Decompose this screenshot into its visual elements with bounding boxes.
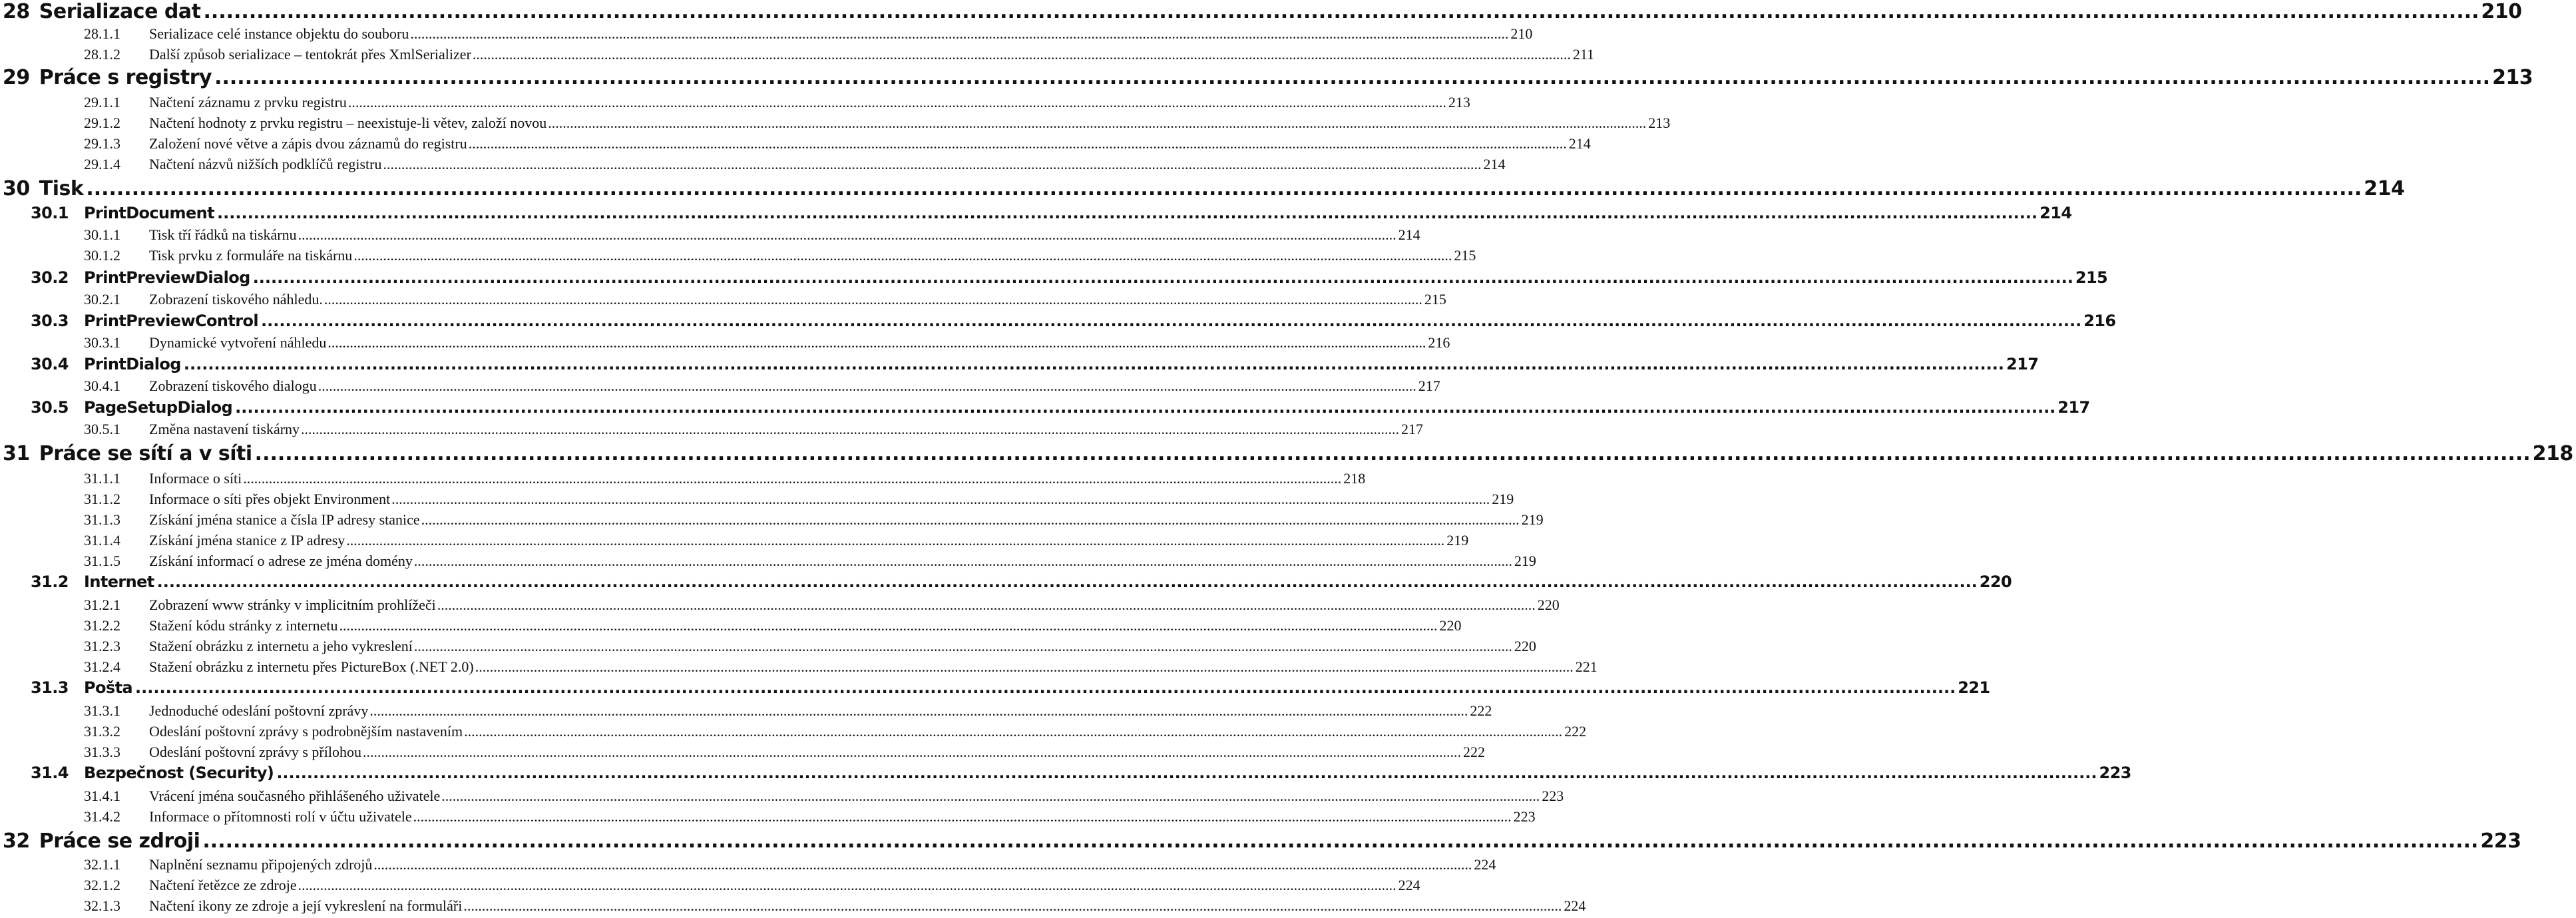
dot-leader: ............................................................................................................................................................................................................................................................................................................ bbox=[183, 355, 2005, 373]
toc-entry-number: 31.1.1 bbox=[84, 470, 120, 487]
toc-entry-number: 31.4 bbox=[31, 764, 69, 782]
toc-entry-title: Odeslání poštovní zprávy s přílohou bbox=[149, 744, 361, 760]
toc-entry[interactable] bbox=[0, 177, 2405, 200]
toc-entry-page-number: 213 bbox=[1448, 94, 1470, 111]
toc-entry-number: 31.3.1 bbox=[84, 702, 120, 719]
dot-leader: ............................................................................................................................................................................................................................................................................................................ bbox=[298, 226, 1396, 243]
toc-entry-number: 30.1.2 bbox=[84, 247, 120, 264]
toc-entry-title: Načtení hodnoty z prvku registru – neexistuje-li větev, založí novou bbox=[149, 115, 547, 131]
toc-entry-number: 28.1.2 bbox=[84, 46, 120, 63]
toc-entry-title: Dynamické vytvoření náhledu bbox=[149, 334, 327, 351]
dot-leader: ............................................................................................................................................................................................................................................................................................................ bbox=[548, 115, 1647, 131]
toc-entry-number: 31.2 bbox=[31, 573, 69, 591]
toc-entry-page-number: 220 bbox=[1537, 596, 1560, 613]
toc-entry-page-number: 219 bbox=[1446, 532, 1469, 549]
toc-entry-page-number: 216 bbox=[2083, 312, 2116, 330]
toc-entry-page-number: 215 bbox=[1454, 247, 1476, 264]
dot-leader: ............................................................................................................................................................................................................................................................................................................ bbox=[353, 247, 1452, 264]
toc-entry-number: 29.1.1 bbox=[84, 94, 120, 111]
toc-entry[interactable] bbox=[0, 135, 1591, 152]
toc-entry[interactable] bbox=[0, 808, 1536, 825]
dot-leader: ............................................................................................................................................................................................................................................................................................................ bbox=[475, 658, 1574, 675]
toc-entry[interactable] bbox=[0, 702, 1492, 720]
toc-entry[interactable] bbox=[0, 744, 1485, 761]
toc-entry-title: Získání jména stanice a čísla IP adresy stanice bbox=[149, 511, 420, 528]
toc-entry-page-number: 222 bbox=[1564, 723, 1587, 740]
toc-entry-number: 30.4 bbox=[31, 355, 69, 373]
dot-leader: ............................................................................................................................................................................................................................................................................................................ bbox=[254, 442, 2531, 465]
toc-entry-number: 30.5.1 bbox=[84, 421, 120, 437]
toc-entry[interactable] bbox=[0, 247, 1476, 264]
toc-entry-page-number: 217 bbox=[1401, 421, 1424, 437]
toc-entry-page-number: 219 bbox=[1492, 491, 1514, 507]
toc-entry-title: Práce se sítí a v síti bbox=[39, 442, 252, 465]
dot-leader: ............................................................................................................................................................................................................................................................................................................ bbox=[339, 617, 1438, 634]
toc-entry-number: 30.5 bbox=[31, 398, 69, 417]
toc-entry[interactable] bbox=[0, 678, 1990, 697]
toc-entry-title: Práce s registry bbox=[39, 66, 212, 89]
toc-entry-number: 31.3.2 bbox=[84, 723, 120, 740]
toc-entry[interactable] bbox=[0, 0, 2522, 23]
toc-entry[interactable] bbox=[0, 532, 1469, 549]
toc-entry-page-number: 215 bbox=[2075, 268, 2108, 287]
dot-leader: ............................................................................................................................................................................................................................................................................................................ bbox=[235, 398, 2056, 417]
toc-entry[interactable] bbox=[0, 204, 2072, 222]
toc-entry-number: 32.1.3 bbox=[84, 897, 120, 914]
toc-entry[interactable] bbox=[0, 46, 1595, 63]
toc-entry[interactable] bbox=[0, 877, 1420, 894]
dot-leader: ............................................................................................................................................................................................................................................................................................................ bbox=[421, 511, 1520, 528]
toc-entry-number: 31.2.2 bbox=[84, 617, 120, 634]
toc-entry-title: Informace o síti přes objekt Environment bbox=[149, 491, 391, 507]
dot-leader: ............................................................................................................................................................................................................................................................................................................ bbox=[327, 334, 1426, 351]
dot-leader: ............................................................................................................................................................................................................................................................................................................ bbox=[261, 312, 2082, 330]
toc-entry[interactable] bbox=[0, 764, 2131, 782]
toc-entry-number: 30 bbox=[3, 177, 30, 200]
toc-entry-title: Vrácení jména současného přihlášeného uživatele bbox=[149, 788, 441, 804]
toc-entry[interactable] bbox=[0, 25, 1533, 43]
toc-entry[interactable] bbox=[0, 658, 1598, 676]
dot-leader: ............................................................................................................................................................................................................................................................................................................ bbox=[413, 553, 1512, 569]
toc-entry[interactable] bbox=[0, 723, 1587, 740]
toc-entry-number: 31.2.1 bbox=[84, 596, 120, 613]
dot-leader: ............................................................................................................................................................................................................................................................................................................ bbox=[383, 156, 1482, 172]
toc-entry-title: Stažení obrázku z internetu přes PictureBox (.NET 2.0) bbox=[149, 658, 474, 675]
toc-entry-title: Stažení obrázku z internetu a jeho vykreslení bbox=[149, 638, 413, 654]
toc-entry-title: Načtení řetězce ze zdroje bbox=[149, 877, 297, 893]
dot-leader: ............................................................................................................................................................................................................................................................................................................ bbox=[347, 94, 1446, 111]
dot-leader: ............................................................................................................................................................................................................................................................................................................ bbox=[413, 638, 1512, 654]
toc-entry-page-number: 210 bbox=[2481, 0, 2522, 23]
toc-entry-page-number: 217 bbox=[1418, 377, 1440, 394]
toc-entry-number: 31.4.1 bbox=[84, 788, 120, 804]
toc-entry-number: 30.2.1 bbox=[84, 291, 120, 308]
dot-leader: ............................................................................................................................................................................................................................................................................................................ bbox=[323, 291, 1422, 308]
toc-entry-number: 30.2 bbox=[31, 268, 69, 287]
dot-leader: ............................................................................................................................................................................................................................................................................................................ bbox=[243, 470, 1342, 487]
toc-entry[interactable] bbox=[0, 829, 2521, 853]
toc-entry[interactable] bbox=[0, 334, 1450, 351]
toc-entry-title: Práce se zdroji bbox=[39, 829, 200, 853]
toc-entry-page-number: 223 bbox=[1542, 788, 1564, 804]
toc-entry-number: 31 bbox=[3, 442, 30, 465]
toc-entry-number: 32.1.2 bbox=[84, 877, 120, 893]
toc-entry[interactable] bbox=[0, 115, 1671, 132]
toc-entry[interactable] bbox=[0, 897, 1586, 915]
dot-leader: ............................................................................................................................................................................................................................................................................................................ bbox=[301, 421, 1400, 437]
toc-entry-page-number: 222 bbox=[1462, 744, 1485, 760]
toc-entry-title: PrintPreviewDialog bbox=[84, 268, 250, 287]
toc-entry-page-number: 219 bbox=[1514, 553, 1536, 569]
toc-entry-page-number: 214 bbox=[2364, 177, 2405, 200]
toc-entry-title: Informace o přítomnosti rolí v účtu uživatele bbox=[149, 808, 412, 825]
toc-entry[interactable] bbox=[0, 511, 1544, 529]
toc-entry-title: Založení nové větve a zápis dvou záznamů do registru bbox=[149, 135, 467, 152]
toc-entry-page-number: 223 bbox=[2480, 829, 2521, 853]
dot-leader: ............................................................................................................................................................................................................................................................................................................ bbox=[346, 532, 1445, 549]
toc-entry-title: Pošta bbox=[84, 678, 133, 697]
toc-entry-title: Stažení kódu stránky z internetu bbox=[149, 617, 338, 634]
toc-entry-page-number: 223 bbox=[1513, 808, 1536, 825]
toc-entry-page-number: 211 bbox=[1572, 46, 1595, 63]
toc-entry-page-number: 220 bbox=[1979, 573, 2012, 591]
toc-entry-number: 30.3 bbox=[31, 312, 69, 330]
toc-entry-title: Tisk prvku z formuláře na tiskárnu bbox=[149, 247, 353, 264]
dot-leader: ............................................................................................................................................................................................................................................................................................................ bbox=[276, 764, 2097, 782]
toc-entry-title: PrintPreviewControl bbox=[84, 312, 259, 330]
toc-entry[interactable] bbox=[0, 617, 1462, 634]
toc-entry-title: Zobrazení www stránky v implicitním prohlížeči bbox=[149, 596, 436, 613]
toc-entry-title: Změna nastavení tiskárny bbox=[149, 421, 300, 437]
toc-entry-title: Další způsob serializace – tentokrát přes XmlSerializer bbox=[149, 46, 471, 63]
toc-entry[interactable] bbox=[0, 398, 2090, 417]
toc-entry-number: 29 bbox=[3, 66, 30, 89]
toc-entry-number: 28 bbox=[3, 0, 30, 23]
toc-entry-page-number: 214 bbox=[1568, 135, 1591, 152]
toc-entry[interactable] bbox=[0, 573, 2012, 591]
toc-entry[interactable] bbox=[0, 856, 1496, 873]
toc-entry[interactable] bbox=[0, 226, 1420, 244]
toc-entry[interactable] bbox=[0, 66, 2533, 89]
toc-entry-page-number: 220 bbox=[1439, 617, 1462, 634]
toc-entry[interactable] bbox=[0, 596, 1560, 614]
dot-leader: ............................................................................................................................................................................................................................................................................................................ bbox=[410, 25, 1509, 42]
toc-entry-title: Získání informací o adrese ze jména domény bbox=[149, 553, 413, 569]
toc-entry-title: Načtení záznamu z prvku registru bbox=[149, 94, 347, 111]
toc-entry-page-number: 210 bbox=[1510, 25, 1533, 42]
toc-entry[interactable] bbox=[0, 638, 1536, 655]
toc-entry-title: Serializace celé instance objektu do souboru bbox=[149, 25, 409, 42]
toc-entry-number: 31.2.4 bbox=[84, 658, 120, 675]
toc-entry-page-number: 220 bbox=[1514, 638, 1536, 654]
toc-entry-page-number: 218 bbox=[1343, 470, 1366, 487]
toc-entry-page-number: 214 bbox=[1398, 226, 1420, 243]
toc-entry-number: 31.4.2 bbox=[84, 808, 120, 825]
toc-entry-page-number: 217 bbox=[2057, 398, 2090, 417]
toc-entry-title: PageSetupDialog bbox=[84, 398, 233, 417]
toc-entry-title: Zobrazení tiskového dialogu bbox=[149, 377, 317, 394]
toc-entry-title: Bezpečnost (Security) bbox=[84, 764, 274, 782]
toc-entry[interactable] bbox=[0, 442, 2573, 465]
toc-entry-page-number: 221 bbox=[1958, 678, 1990, 697]
dot-leader: ............................................................................................................................................................................................................................................................................................................ bbox=[472, 46, 1571, 63]
toc-entry-number: 30.4.1 bbox=[84, 377, 120, 394]
toc-entry-title: Naplnění seznamu připojených zdrojů bbox=[149, 856, 373, 873]
toc-entry[interactable] bbox=[0, 268, 2108, 287]
toc-entry-number: 31.3 bbox=[31, 678, 69, 697]
toc-entry-page-number: 215 bbox=[1424, 291, 1446, 308]
dot-leader: ............................................................................................................................................................................................................................................................................................................ bbox=[216, 204, 2038, 222]
dot-leader: ............................................................................................................................................................................................................................................................................................................ bbox=[464, 723, 1563, 740]
toc-entry[interactable] bbox=[0, 291, 1446, 308]
toc-entry-number: 30.3.1 bbox=[84, 334, 120, 351]
toc-entry[interactable] bbox=[0, 470, 1366, 487]
toc-entry[interactable] bbox=[0, 312, 2116, 330]
toc-entry-title: Získání jména stanice z IP adresy bbox=[149, 532, 345, 549]
toc-entry-title: Tisk bbox=[39, 177, 84, 200]
toc-entry-page-number: 224 bbox=[1398, 877, 1420, 893]
toc-entry-title: Serializace dat bbox=[39, 0, 201, 23]
toc-entry-number: 30.1 bbox=[31, 204, 69, 222]
toc-entry-number: 29.1.2 bbox=[84, 115, 120, 131]
toc-entry-number: 31.1.2 bbox=[84, 491, 120, 507]
toc-entry-number: 28.1.1 bbox=[84, 25, 120, 42]
dot-leader: ............................................................................................................................................................................................................................................................................................................ bbox=[468, 135, 1567, 152]
dot-leader: ............................................................................................................................................................................................................................................................................................................ bbox=[369, 702, 1468, 719]
toc-entry-title: Internet bbox=[84, 573, 154, 591]
toc-entry-page-number: 221 bbox=[1575, 658, 1598, 675]
toc-entry[interactable] bbox=[0, 553, 1536, 570]
dot-leader: ............................................................................................................................................................................................................................................................................................................ bbox=[298, 877, 1396, 893]
toc-entry-number: 29.1.4 bbox=[84, 156, 120, 172]
dot-leader: ............................................................................................................................................................................................................................................................................................................ bbox=[135, 678, 1956, 697]
dot-leader: ............................................................................................................................................................................................................................................................................................................ bbox=[373, 856, 1472, 873]
dot-leader: ............................................................................................................................................................................................................................................................................................................ bbox=[86, 177, 2362, 200]
toc-entry-number: 32 bbox=[3, 829, 30, 853]
toc-entry-title: Jednoduché odeslání poštovní zprávy bbox=[149, 702, 369, 719]
dot-leader: ............................................................................................................................................................................................................................................................................................................ bbox=[463, 897, 1562, 914]
dot-leader: ............................................................................................................................................................................................................................................................................................................ bbox=[202, 829, 2479, 853]
toc-entry-number: 31.1.3 bbox=[84, 511, 120, 528]
toc-entry-page-number: 216 bbox=[1428, 334, 1450, 351]
toc-entry[interactable] bbox=[0, 788, 1564, 805]
toc-entry-number: 29.1.3 bbox=[84, 135, 120, 152]
toc-entry-title: PrintDialog bbox=[84, 355, 181, 373]
dot-leader: ............................................................................................................................................................................................................................................................................................................ bbox=[441, 788, 1540, 804]
toc-entry[interactable] bbox=[0, 355, 2039, 373]
toc-entry-page-number: 213 bbox=[1648, 115, 1671, 131]
toc-entry-title: PrintDocument bbox=[84, 204, 214, 222]
toc-entry[interactable] bbox=[0, 491, 1514, 508]
toc-entry-number: 32.1.1 bbox=[84, 856, 120, 873]
toc-entry-page-number: 223 bbox=[2099, 764, 2131, 782]
toc-entry-page-number: 218 bbox=[2532, 442, 2573, 465]
toc-entry-page-number: 224 bbox=[1564, 897, 1586, 914]
toc-entry[interactable] bbox=[0, 94, 1470, 111]
toc-entry-page-number: 214 bbox=[2039, 204, 2072, 222]
dot-leader: ............................................................................................................................................................................................................................................................................................................ bbox=[214, 66, 2491, 89]
toc-entry-page-number: 213 bbox=[2492, 66, 2533, 89]
dot-leader: ............................................................................................................................................................................................................................................................................................................ bbox=[318, 377, 1416, 394]
toc-entry[interactable] bbox=[0, 421, 1424, 438]
toc-entry-title: Načtení názvů nižších podklíčů registru bbox=[149, 156, 382, 172]
toc-entry-number: 31.1.5 bbox=[84, 553, 120, 569]
toc-entry-title: Načtení ikony ze zdroje a její vykreslení na formuláři bbox=[149, 897, 463, 914]
dot-leader: ............................................................................................................................................................................................................................................................................................................ bbox=[252, 268, 2073, 287]
dot-leader: ............................................................................................................................................................................................................................................................................................................ bbox=[437, 596, 1536, 613]
toc-entry[interactable] bbox=[0, 156, 1506, 173]
toc-entry-page-number: 219 bbox=[1521, 511, 1544, 528]
toc-entry-number: 31.3.3 bbox=[84, 744, 120, 760]
toc-entry-number: 31.2.3 bbox=[84, 638, 120, 654]
toc-entry-page-number: 214 bbox=[1483, 156, 1506, 172]
dot-leader: ............................................................................................................................................................................................................................................................................................................ bbox=[413, 808, 1512, 825]
toc-entry-page-number: 222 bbox=[1470, 702, 1492, 719]
toc-entry-page-number: 217 bbox=[2006, 355, 2039, 373]
dot-leader: ............................................................................................................................................................................................................................................................................................................ bbox=[391, 491, 1490, 507]
toc-entry-title: Informace o síti bbox=[149, 470, 242, 487]
toc-entry-title: Zobrazení tiskového náhledu. bbox=[149, 291, 323, 308]
toc-entry[interactable] bbox=[0, 377, 1440, 395]
toc-entry-number: 31.1.4 bbox=[84, 532, 120, 549]
dot-leader: ............................................................................................................................................................................................................................................................................................................ bbox=[203, 0, 2479, 23]
dot-leader: ............................................................................................................................................................................................................................................................................................................ bbox=[362, 744, 1461, 760]
toc-entry-title: Odeslání poštovní zprávy s podrobnějším nastavením bbox=[149, 723, 463, 740]
toc-entry-title: Tisk tří řádků na tiskárnu bbox=[149, 226, 297, 243]
toc-entry-number: 30.1.1 bbox=[84, 226, 120, 243]
dot-leader: ............................................................................................................................................................................................................................................................................................................ bbox=[156, 573, 1978, 591]
toc-entry-page-number: 224 bbox=[1474, 856, 1496, 873]
